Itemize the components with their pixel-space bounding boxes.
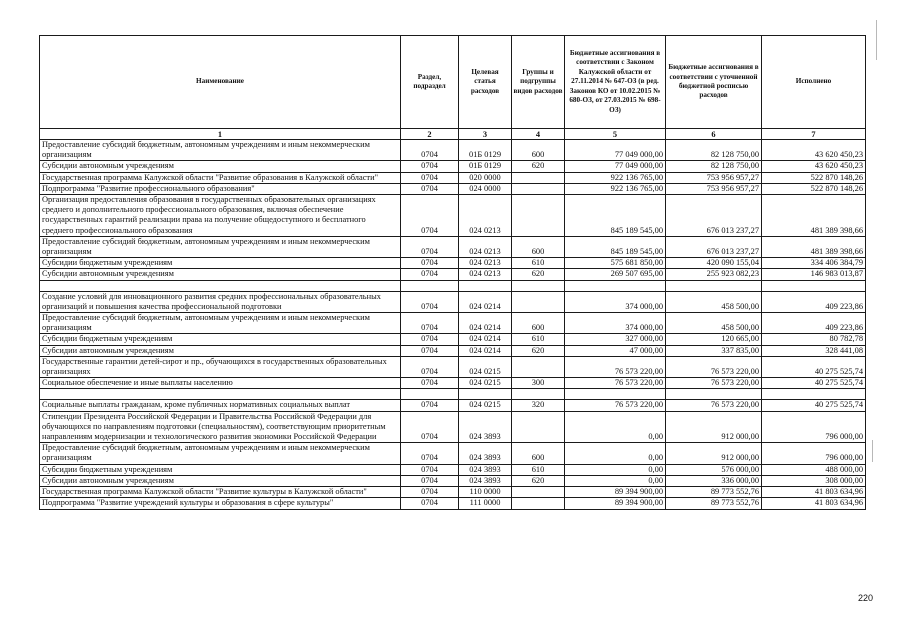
row-name: Субсидии автономным учреждениям xyxy=(40,161,401,172)
table-row xyxy=(40,269,866,280)
row-refined-amount: 89 773 552,76 xyxy=(666,487,762,498)
row-executed-amount: 40 275 525,74 xyxy=(762,400,866,411)
budget-table xyxy=(39,35,866,510)
row-name: Государственные гарантии детей-сирот и пр., обучающихся в государственных образовательных организациях xyxy=(40,356,401,377)
row-refined-amount: 255 923 082,23 xyxy=(666,269,762,280)
row-executed-amount: 328 441,08 xyxy=(762,345,866,356)
row-executed-amount: 334 406 384,79 xyxy=(762,258,866,269)
row-section: 0704 xyxy=(401,291,459,312)
table-row xyxy=(40,183,866,194)
table-row xyxy=(40,334,866,345)
table-row xyxy=(40,411,866,443)
row-target-article: 024 3893 xyxy=(459,443,512,464)
row-refined-amount: 576 000,00 xyxy=(666,464,762,475)
row-refined-amount: 676 013 237,27 xyxy=(666,236,762,257)
row-law-amount: 922 136 765,00 xyxy=(565,183,666,194)
row-executed-amount: 409 223,86 xyxy=(762,313,866,334)
row-target-article: 01Б 0129 xyxy=(459,161,512,172)
column-number-row xyxy=(40,129,866,140)
row-executed-amount: 796 000,00 xyxy=(762,443,866,464)
column-number: 7 xyxy=(762,129,866,140)
table-body xyxy=(40,140,866,510)
row-section: 0704 xyxy=(401,236,459,257)
row-section: 0704 xyxy=(401,356,459,377)
row-law-amount: 845 189 545,00 xyxy=(565,236,666,257)
row-name: Подпрограмма "Развитие учреждений культуры и образования в сфере культуры" xyxy=(40,498,401,509)
table-row xyxy=(40,140,866,161)
row-law-amount: 575 681 850,00 xyxy=(565,258,666,269)
table-row xyxy=(40,291,866,312)
row-name: Субсидии бюджетным учреждениям xyxy=(40,334,401,345)
row-expense-group xyxy=(512,291,565,312)
row-target-article: 024 0215 xyxy=(459,378,512,389)
row-executed-amount: 43 620 450,23 xyxy=(762,161,866,172)
row-refined-amount: 676 013 237,27 xyxy=(666,195,762,237)
row-section: 0704 xyxy=(401,464,459,475)
row-section: 0704 xyxy=(401,378,459,389)
row-refined-amount: 76 573 220,00 xyxy=(666,400,762,411)
row-law-amount: 922 136 765,00 xyxy=(565,172,666,183)
row-section: 0704 xyxy=(401,345,459,356)
row-executed-amount: 522 870 148,26 xyxy=(762,183,866,194)
table-row xyxy=(40,236,866,257)
row-refined-amount: 753 956 957,27 xyxy=(666,183,762,194)
row-section: 0704 xyxy=(401,475,459,486)
row-refined-amount: 912 000,00 xyxy=(666,443,762,464)
row-section: 0704 xyxy=(401,140,459,161)
table-row xyxy=(40,258,866,269)
row-target-article: 024 3893 xyxy=(459,475,512,486)
row-law-amount: 374 000,00 xyxy=(565,313,666,334)
header-refined-allocations: Бюджетные ассигнования в соответствии с уточненной бюджетной росписью расходов xyxy=(666,36,762,129)
header-section: Раздел, подраздел xyxy=(401,36,459,129)
row-target-article: 024 0214 xyxy=(459,345,512,356)
row-refined-amount: 753 956 957,27 xyxy=(666,172,762,183)
row-expense-group: 600 xyxy=(512,313,565,334)
row-executed-amount: 522 870 148,26 xyxy=(762,172,866,183)
row-executed-amount: 308 000,00 xyxy=(762,475,866,486)
row-expense-group: 610 xyxy=(512,464,565,475)
row-executed-amount: 409 223,86 xyxy=(762,291,866,312)
header-name: Наименование xyxy=(40,36,401,129)
row-executed-amount: 481 389 398,66 xyxy=(762,195,866,237)
header-row xyxy=(40,36,866,129)
row-executed-amount: 40 275 525,74 xyxy=(762,356,866,377)
row-target-article: 024 0214 xyxy=(459,334,512,345)
row-expense-group: 610 xyxy=(512,258,565,269)
header-law-allocations: Бюджетные ассигнования в соответствии с Законом Калужской области от 27.11.2014 № 647-ОЗ (в ред. Законов КО от 10.02.2015 № 680-ОЗ, от 27.03.2015 № 698-ОЗ) xyxy=(565,36,666,129)
header-executed: Исполнено xyxy=(762,36,866,129)
row-target-article: 024 3893 xyxy=(459,464,512,475)
row-name: Государственная программа Калужской области "Развитие культуры в Калужской области" xyxy=(40,487,401,498)
row-section: 0704 xyxy=(401,269,459,280)
row-name: Предоставление субсидий бюджетным, автономным учреждениям и иным некоммерческим организациям xyxy=(40,313,401,334)
spacer-row xyxy=(40,280,866,291)
row-refined-amount: 120 665,00 xyxy=(666,334,762,345)
table-row xyxy=(40,475,866,486)
row-expense-group xyxy=(512,195,565,237)
row-name: Стипендии Президента Российской Федерации и Правительства Российской Федерации для обучающихся по направлениям подготовки (специальностям), соответствующим приоритетным направлениям модернизации и технологического развития экономики Российской Федерации xyxy=(40,411,401,443)
row-name: Социальные выплаты гражданам, кроме публичных нормативных социальных выплат xyxy=(40,400,401,411)
row-refined-amount: 336 000,00 xyxy=(666,475,762,486)
row-target-article: 024 0213 xyxy=(459,269,512,280)
row-expense-group: 320 xyxy=(512,400,565,411)
row-section: 0704 xyxy=(401,172,459,183)
row-name: Субсидии бюджетным учреждениям xyxy=(40,258,401,269)
row-refined-amount: 337 835,00 xyxy=(666,345,762,356)
row-expense-group: 600 xyxy=(512,443,565,464)
row-executed-amount: 146 983 013,87 xyxy=(762,269,866,280)
row-law-amount: 47 000,00 xyxy=(565,345,666,356)
row-law-amount: 0,00 xyxy=(565,475,666,486)
row-expense-group xyxy=(512,487,565,498)
row-name: Создание условий для инновационного развития средних профессиональных образовательных организаций и повышения качества профессиональной подготовки xyxy=(40,291,401,312)
table-row xyxy=(40,487,866,498)
row-name: Социальное обеспечение и иные выплаты населению xyxy=(40,378,401,389)
row-refined-amount: 458 500,00 xyxy=(666,291,762,312)
row-section: 0704 xyxy=(401,487,459,498)
row-target-article: 024 0213 xyxy=(459,236,512,257)
row-executed-amount: 40 275 525,74 xyxy=(762,378,866,389)
row-name: Субсидии автономным учреждениям xyxy=(40,345,401,356)
table-row xyxy=(40,161,866,172)
row-executed-amount: 43 620 450,23 xyxy=(762,140,866,161)
table-row xyxy=(40,195,866,237)
row-executed-amount: 80 782,78 xyxy=(762,334,866,345)
row-section: 0704 xyxy=(401,258,459,269)
row-name: Субсидии бюджетным учреждениям xyxy=(40,464,401,475)
row-law-amount: 76 573 220,00 xyxy=(565,356,666,377)
row-target-article: 110 0000 xyxy=(459,487,512,498)
scan-artifact-line xyxy=(872,440,873,462)
row-executed-amount: 796 000,00 xyxy=(762,411,866,443)
row-refined-amount: 89 773 552,76 xyxy=(666,498,762,509)
table-row xyxy=(40,356,866,377)
row-refined-amount: 458 500,00 xyxy=(666,313,762,334)
row-executed-amount: 41 803 634,96 xyxy=(762,498,866,509)
row-section: 0704 xyxy=(401,498,459,509)
row-law-amount: 0,00 xyxy=(565,443,666,464)
row-expense-group: 620 xyxy=(512,161,565,172)
row-name: Государственная программа Калужской области "Развитие образования в Калужской области" xyxy=(40,172,401,183)
column-number: 6 xyxy=(666,129,762,140)
row-expense-group: 300 xyxy=(512,378,565,389)
row-law-amount: 76 573 220,00 xyxy=(565,400,666,411)
row-target-article: 020 0000 xyxy=(459,172,512,183)
row-law-amount: 269 507 695,00 xyxy=(565,269,666,280)
row-law-amount: 845 189 545,00 xyxy=(565,195,666,237)
table-row xyxy=(40,313,866,334)
row-law-amount: 89 394 900,00 xyxy=(565,498,666,509)
row-expense-group: 620 xyxy=(512,345,565,356)
column-number: 2 xyxy=(401,129,459,140)
table-row xyxy=(40,172,866,183)
row-target-article: 024 0215 xyxy=(459,400,512,411)
header-expense-group: Группы и подгруппы видов расходов xyxy=(512,36,565,129)
row-expense-group xyxy=(512,498,565,509)
row-refined-amount: 76 573 220,00 xyxy=(666,378,762,389)
row-name: Субсидии автономным учреждениям xyxy=(40,475,401,486)
row-target-article: 024 0213 xyxy=(459,195,512,237)
row-refined-amount: 912 000,00 xyxy=(666,411,762,443)
row-target-article: 01Б 0129 xyxy=(459,140,512,161)
row-target-article: 024 0215 xyxy=(459,356,512,377)
table-row xyxy=(40,345,866,356)
row-refined-amount: 76 573 220,00 xyxy=(666,356,762,377)
spacer-row xyxy=(40,389,866,400)
row-expense-group: 620 xyxy=(512,269,565,280)
row-expense-group: 620 xyxy=(512,475,565,486)
row-law-amount: 327 000,00 xyxy=(565,334,666,345)
row-law-amount: 89 394 900,00 xyxy=(565,487,666,498)
row-target-article: 024 0214 xyxy=(459,313,512,334)
row-section: 0704 xyxy=(401,195,459,237)
row-refined-amount: 420 090 155,04 xyxy=(666,258,762,269)
row-expense-group: 600 xyxy=(512,140,565,161)
row-section: 0704 xyxy=(401,443,459,464)
row-name: Предоставление субсидий бюджетным, автономным учреждениям и иным некоммерческим организациям xyxy=(40,140,401,161)
row-expense-group xyxy=(512,183,565,194)
row-expense-group: 600 xyxy=(512,236,565,257)
row-name: Организация предоставления образования в государственных образовательных организациях среднего и дополнительного профессионального образования, включая обеспечение государственных гарантий реализации права на получение общедоступного и бесплатного среднего профессионального образования xyxy=(40,195,401,237)
scan-artifact-line xyxy=(876,20,877,60)
row-section: 0704 xyxy=(401,400,459,411)
row-executed-amount: 481 389 398,66 xyxy=(762,236,866,257)
row-expense-group xyxy=(512,172,565,183)
row-section: 0704 xyxy=(401,313,459,334)
table-row xyxy=(40,443,866,464)
column-number: 4 xyxy=(512,129,565,140)
row-name: Подпрограмма "Развитие профессионального образования" xyxy=(40,183,401,194)
table-row xyxy=(40,464,866,475)
row-target-article: 024 0000 xyxy=(459,183,512,194)
row-section: 0704 xyxy=(401,183,459,194)
row-law-amount: 0,00 xyxy=(565,464,666,475)
row-target-article: 024 0214 xyxy=(459,291,512,312)
row-law-amount: 374 000,00 xyxy=(565,291,666,312)
table-row xyxy=(40,498,866,509)
table-row xyxy=(40,378,866,389)
row-name: Предоставление субсидий бюджетным, автономным учреждениям и иным некоммерческим организациям xyxy=(40,236,401,257)
row-target-article: 024 3893 xyxy=(459,411,512,443)
row-name: Предоставление субсидий бюджетным, автономным учреждениям и иным некоммерческим организациям xyxy=(40,443,401,464)
row-executed-amount: 41 803 634,96 xyxy=(762,487,866,498)
row-refined-amount: 82 128 750,00 xyxy=(666,161,762,172)
page-number: 220 xyxy=(858,593,874,603)
row-law-amount: 0,00 xyxy=(565,411,666,443)
row-executed-amount: 488 000,00 xyxy=(762,464,866,475)
row-target-article: 111 0000 xyxy=(459,498,512,509)
row-section: 0704 xyxy=(401,334,459,345)
row-law-amount: 76 573 220,00 xyxy=(565,378,666,389)
table-row xyxy=(40,400,866,411)
row-target-article: 024 0213 xyxy=(459,258,512,269)
column-number: 3 xyxy=(459,129,512,140)
row-expense-group: 610 xyxy=(512,334,565,345)
header-target-article: Целевая статья расходов xyxy=(459,36,512,129)
row-expense-group xyxy=(512,411,565,443)
row-section: 0704 xyxy=(401,161,459,172)
row-law-amount: 77 049 000,00 xyxy=(565,140,666,161)
row-name: Субсидии автономным учреждениям xyxy=(40,269,401,280)
column-number: 5 xyxy=(565,129,666,140)
column-number: 1 xyxy=(40,129,401,140)
row-law-amount: 77 049 000,00 xyxy=(565,161,666,172)
row-expense-group xyxy=(512,356,565,377)
row-section: 0704 xyxy=(401,411,459,443)
row-refined-amount: 82 128 750,00 xyxy=(666,140,762,161)
